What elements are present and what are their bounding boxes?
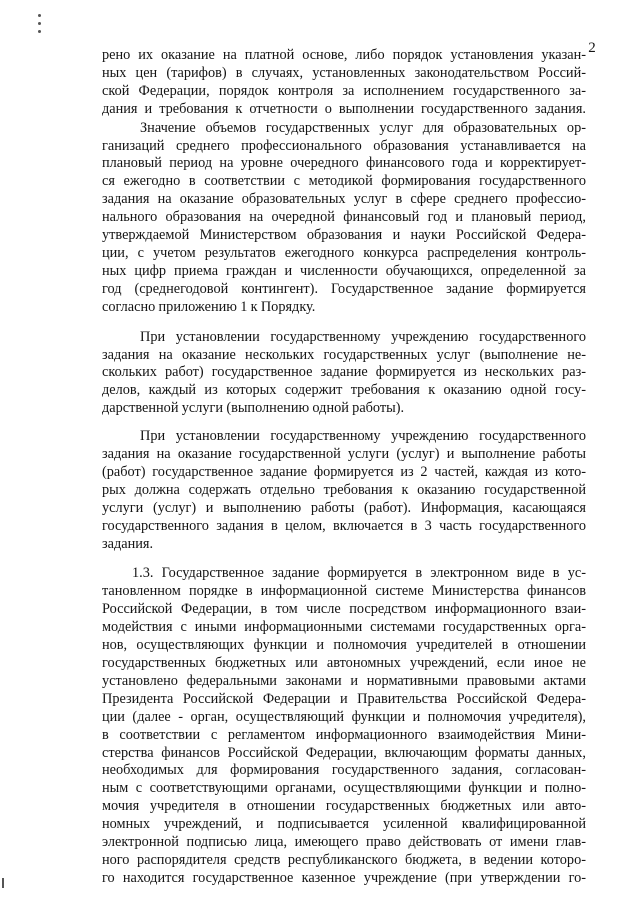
margin-mark xyxy=(38,14,41,17)
text-line: ции (далее - орган, осуществляющий функции и полномочия учредителя), xyxy=(102,708,586,725)
text-line: государственных бюджетных или автономных учреждений, если иное не xyxy=(102,655,586,671)
text-line: ся ежегодно в соответствии с методикой формирования государственного xyxy=(102,173,586,190)
text-line: (работ) государственное задание формируется из 2 частей, каждая из кото- xyxy=(102,463,586,480)
text-line: дания и требования к отчетности о выполнении государственного задания. xyxy=(102,100,586,117)
paragraph xyxy=(102,428,586,553)
text-line: государственного задания в целом, включается в 3 часть государственного xyxy=(102,517,586,534)
margin-mark xyxy=(38,30,41,33)
page-number: 2 xyxy=(588,40,596,56)
text-line: делов, каждый из которых содержит требования к оказанию одной госу- xyxy=(102,382,586,399)
paragraph xyxy=(102,329,586,419)
document-body xyxy=(102,47,586,888)
margin-mark xyxy=(2,878,4,888)
text-line: тановленном порядке в информационной системе Министерства финансов xyxy=(102,583,586,600)
text-line: рых должна содержать отдельно требования к оказанию государственной xyxy=(102,481,586,498)
paragraph xyxy=(102,47,586,119)
paragraph xyxy=(102,565,586,887)
text-line: Российской Федерации, в том числе посредством информационного взаи- xyxy=(102,601,586,618)
text-line: необходимых для формирования государственного задания, согласован- xyxy=(102,762,586,779)
text-line: ции, с учетом результатов ежегодного конкурса распределения контроль- xyxy=(102,244,586,261)
text-line: Президента Российской Федерации и Правительства Российской Федера- xyxy=(102,690,586,707)
text-line: номных учреждений, и подписывается усиленной квалифицированной xyxy=(102,816,586,833)
text-line: ганизаций среднего профессионального образования устанавливается на xyxy=(102,137,586,154)
text-line: услуги (услуг) и выполнению работы (работ). Информация, касающаяся xyxy=(102,499,586,516)
text-line: задания на оказание образовательных услуг в сфере среднего профессио- xyxy=(102,191,586,208)
text-line: го находится государственное казенное учреждение (при утверждении го- xyxy=(102,869,586,886)
margin-mark xyxy=(38,22,41,25)
text-line: ного распорядителя средств республиканского бюджета, в ведении которо- xyxy=(102,851,586,868)
text-line: ской Федерации, порядок контроля за исполнением государственного за- xyxy=(102,82,586,99)
text-line: утверждаемой Министерством образования и науки Российской Федера- xyxy=(102,227,586,244)
text-line: При установлении государственному учреждению государственного xyxy=(140,428,586,445)
text-line: скольких работ) государственное задание формируется из нескольких раз- xyxy=(102,364,586,381)
text-line: плановый период на уровне очередного финансового года и корректирует- xyxy=(102,155,586,172)
text-line: установлено федеральными законами и нормативными правовыми актами xyxy=(102,672,586,689)
text-line: 1.3. Государственное задание формируется в электронном виде в ус- xyxy=(132,565,586,582)
text-line: нов, осуществляющих функции и полномочия учредителей в отношении xyxy=(102,637,586,654)
text-line: ным с соответствующими органами, осуществляющими функции и полно- xyxy=(102,780,586,797)
text-line: При установлении государственному учреждению государственного xyxy=(140,328,586,345)
text-line: дарственной услуги (выполнению одной работы). xyxy=(102,400,405,417)
text-line: задания на оказание нескольких государственных услуг (выполнение не- xyxy=(102,346,586,363)
text-line: ных цифр приема граждан и численности обучающихся, определенной за xyxy=(102,262,586,279)
text-line: электронной подписью лица, имеющего право действовать от имени глав- xyxy=(102,834,586,851)
text-line: рено их оказание на платной основе, либо порядок установления указан- xyxy=(102,47,586,63)
text-line: мочия учредителя в отношении государственных бюджетных или авто- xyxy=(102,798,586,815)
text-line: ных цен (тарифов) в случаях, установленных законодательством Россий- xyxy=(102,64,586,81)
text-line: Значение объемов государственных услуг для образовательных ор- xyxy=(140,119,586,136)
text-line: в соответствии с регламентом информационного взаимодействия Мини- xyxy=(102,726,586,743)
text-line: задания на оказание государственной услуги (услуг) и выполнение работы xyxy=(102,446,586,463)
paragraph xyxy=(102,120,586,317)
text-line: задания. xyxy=(102,535,154,552)
text-line: модействия с иными информационными системами государственных орга- xyxy=(102,619,586,636)
text-line: стерства финансов Российской Федерации, включающим форматы данных, xyxy=(102,744,586,761)
text-line: нального образования на очередной финансовый год и плановый период, xyxy=(102,209,586,226)
text-line: год (среднегодовой контингент). Государственное задание формируется xyxy=(102,280,586,297)
text-line: согласно приложению 1 к Порядку. xyxy=(102,298,316,315)
